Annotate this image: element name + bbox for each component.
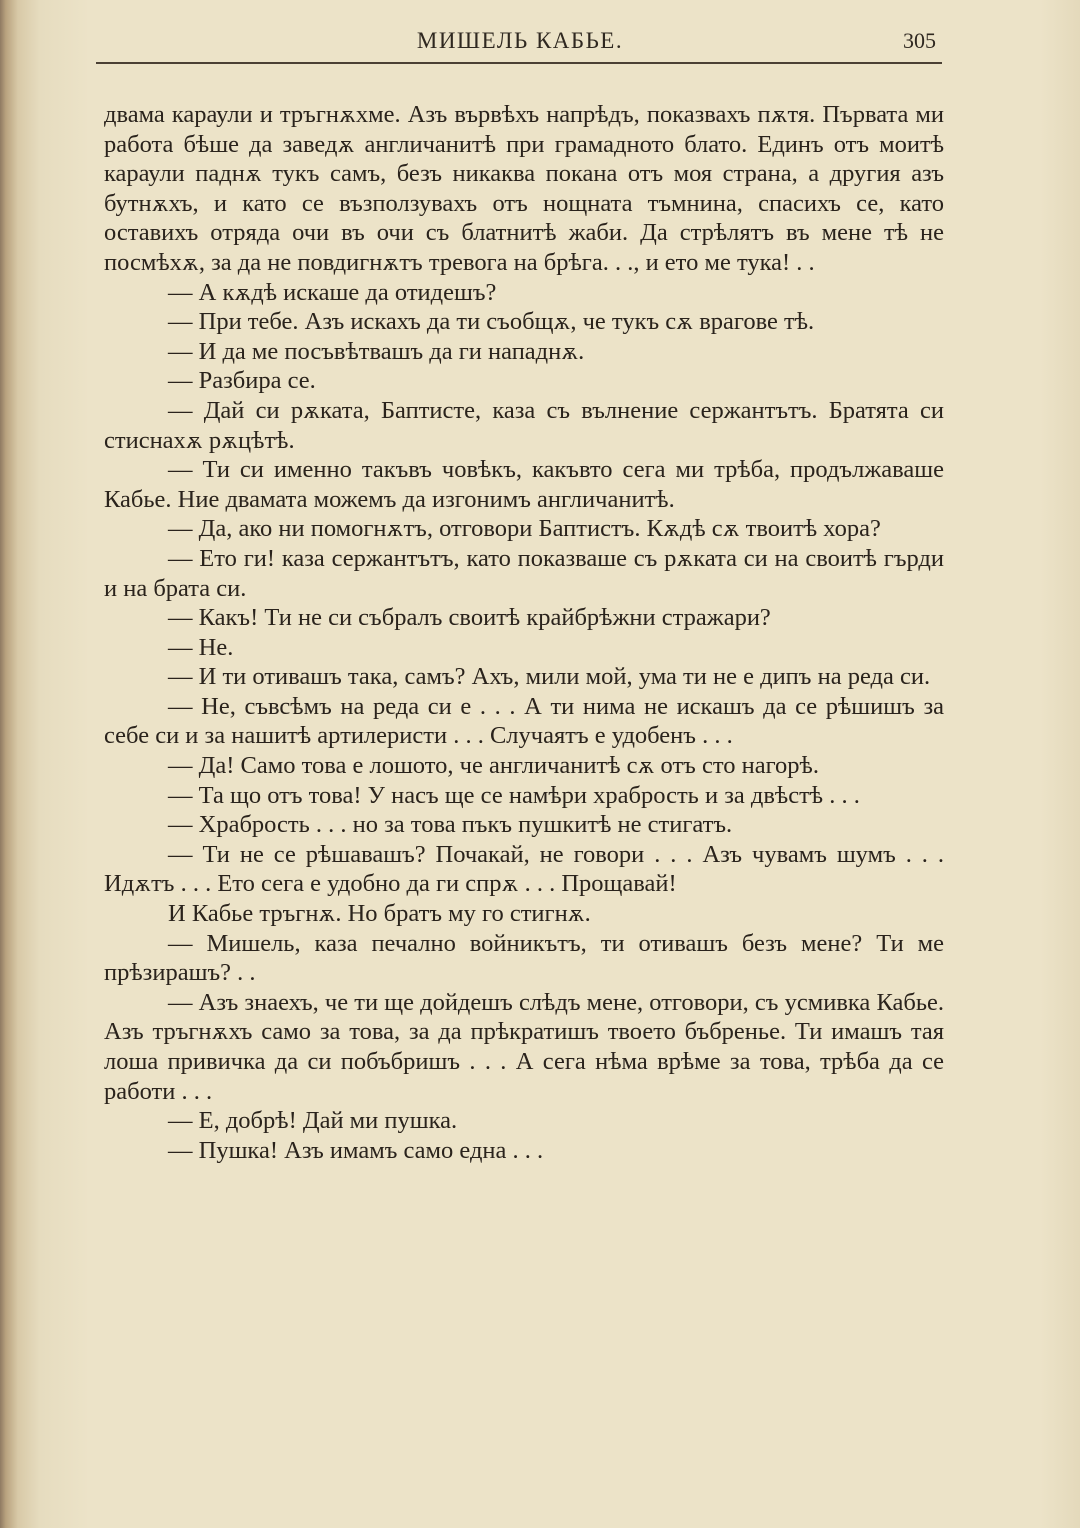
body-text [104, 100, 944, 1165]
paragraph: — Ти си именно такъвъ човѣкъ, какъвто сега ми трѣба, продължаваше Кабье. Ние двамата можемъ да изгонимъ англичанитѣ. [104, 456, 944, 513]
running-header [100, 26, 940, 60]
paragraph: — Какъ! Ти не си събралъ своитѣ крайбрѣжни стражари? [168, 604, 771, 632]
paragraph: — Ето ги! каза сержантътъ, като показваше съ рѫката си на своитѣ гърди и на брата си. [104, 544, 944, 602]
paragraph: — Мишель, каза печално войникътъ, ти отивашъ безъ мене? Ти ме прѣзирашъ? . . [104, 929, 944, 987]
paragraph: — И да ме посъвѣтвашъ да ги нападнѫ. [168, 337, 585, 365]
paragraph: — Ти не се рѣшавашъ? Почакай, не говори . . . Азъ чувамъ шумъ . . . Идѫтъ . . . Ето сега е удобно да ги спрѫ . . . Прощавай! [104, 840, 944, 898]
paragraph: — Та що отъ това! У насъ ще се намѣри храбрость и за двѣстѣ . . . [168, 781, 860, 809]
paragraph: — И ти отивашъ така, самъ? Ахъ, мили мой, ума ти не е дипъ на реда си. [168, 663, 931, 691]
paragraph: — При тебе. Азъ искахъ да ти съобщѫ, че тукъ сѫ врагове тѣ. [168, 308, 815, 336]
paragraph: — Дай си рѫката, Баптисте, каза съ вълнение сержантътъ. Братята си стиснахѫ рѫцѣтѣ. [104, 396, 944, 454]
paragraph: — Не, съвсѣмъ на реда си е . . . А ти нима не искашъ да се рѣшишъ за себе си и за нашитѣ артилеристи . . . Случаятъ е удобенъ . . . [104, 692, 944, 750]
paragraph: двама караули и тръгнѫхме. Азъ вървѣхъ напрѣдъ, показвахъ пѫтя. Първата ми работа бѣше да заведѫ англичанитѣ при грамадното блато. Единъ отъ моитѣ караули паднѫ тукъ самъ, безъ никаква покана отъ моя страна, а другия азъ бутнѫхъ, и като се възползувахъ отъ нощната тъмнина, спасихъ се, като оставихъ отряда очи въ очи съ блатнитѣ жаби. Да стрѣлятъ въ мене тѣ не посмѣхѫ, за да не повдигнѫтъ тревога на брѣга. . ., и ето ме тука! . . [104, 101, 944, 276]
paragraph: — Пушка! Азъ имамъ само една . . . [168, 1136, 544, 1164]
paragraph: — Не. [168, 633, 234, 661]
running-title: МИШЕЛЬ КАБЬЕ. [416, 28, 624, 53]
paragraph: — Храбрость . . . но за това пъкъ пушкитѣ не стигатъ. [168, 811, 733, 839]
paragraph: — Да, ако ни помогнѫтъ, отговори Баптистъ. Кѫдѣ сѫ твоитѣ хора? [168, 515, 881, 543]
paragraph: — А кѫдѣ искаше да отидешъ? [168, 278, 497, 306]
paragraph: — Разбира се. [168, 367, 316, 395]
paragraph: И Кабье тръгнѫ. Но братъ му го стигнѫ. [168, 900, 591, 928]
paragraph: — Е, добрѣ! Дай ми пушка. [168, 1107, 458, 1135]
page-number: 305 [903, 28, 936, 53]
header-rule [96, 62, 942, 64]
paragraph: — Да! Само това е лошото, че англичанитѣ сѫ отъ сто нагорѣ. [168, 752, 819, 780]
paragraph: — Азъ знаехъ, че ти ще дойдешъ слѣдъ мене, отговори, съ усмивка Кабье. Азъ тръгнѫхъ само за това, за да прѣкратишъ твоето бъбренье. Ти имашъ тая лоша привичка да си побъбришъ . . . А сега нѣма врѣме за това, трѣба да се работи . . . [104, 988, 944, 1105]
